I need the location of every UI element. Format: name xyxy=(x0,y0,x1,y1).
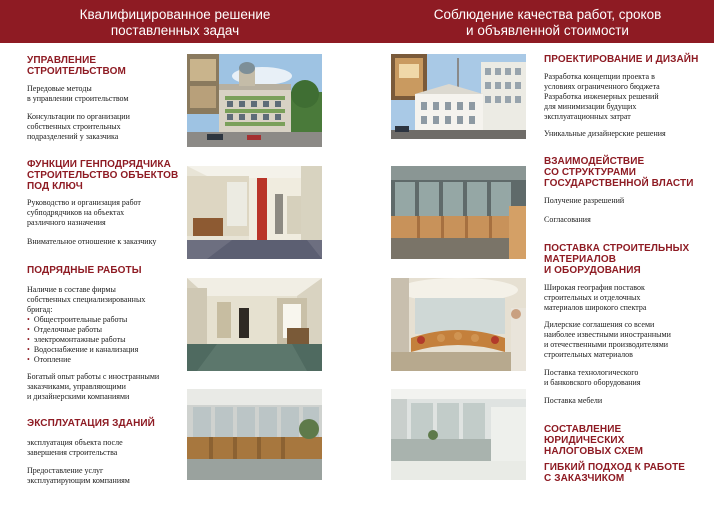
service-counter-photo xyxy=(187,389,322,480)
section-title-building-operation: ЭКСПЛУАТАЦИЯ ЗДАНИЙ xyxy=(27,418,155,429)
paragraph: Поставка технологического и банковского оборудования xyxy=(544,368,641,387)
bank-hall-photo xyxy=(391,389,526,480)
paragraph: Наличие в составе фирмы собственных специализированных бригад: xyxy=(27,285,146,314)
bullet-list xyxy=(27,315,138,365)
office-corridor-photo xyxy=(187,166,322,259)
list-item: • Общестроительные работы xyxy=(27,315,138,325)
paragraph: Уникальные дизайнерские решения xyxy=(544,129,666,138)
list-item: • Отопление xyxy=(27,355,138,365)
paragraph: Получение разрешений xyxy=(544,196,625,205)
paragraph: Внимательное отношение к заказчику xyxy=(27,237,157,246)
paragraph: Согласования xyxy=(544,215,591,224)
paragraph: Разработка концепции проекта в условиях ограниченного бюджета Разработка инженерных решений для минимизации будущих эксплуатационных затрат xyxy=(544,72,660,121)
section-title-government: ВЗАИМОДЕЙСТВИЕ СО СТРУКТУРАМИ ГОСУДАРСТВЕННОЙ ВЛАСТИ xyxy=(544,156,694,189)
paragraph: Богатый опыт работы с иностранными заказчиками, управляющими и дизайнерскими компаниями xyxy=(27,372,160,401)
paragraph: эксплуатация объекта после завершения строительства xyxy=(27,438,123,457)
office-hall-photo xyxy=(187,278,322,371)
section-title-general-contractor: ФУНКЦИИ ГЕНПОДРЯДЧИКА СТРОИТЕЛЬСТВО ОБЪЕКТОВ ПОД КЛЮЧ xyxy=(27,159,179,192)
building-exterior-photo xyxy=(391,54,526,139)
right-header: Соблюдение качества работ, сроков и объявленной стоимости xyxy=(433,7,662,38)
left-header: Квалифицированное решение поставленных задач xyxy=(79,7,271,38)
cafe-interior-photo xyxy=(391,278,526,371)
list-item: • электромонтажные работы xyxy=(27,335,138,345)
paragraph: Поставка мебели xyxy=(544,396,603,405)
paragraph: Предоставление услуг эксплуатирующим компаниям xyxy=(27,466,130,485)
building-photo xyxy=(187,54,322,147)
list-item: • Водоснабжение и канализация xyxy=(27,345,138,355)
paragraph: Консультации по организации собственных строительных подразделений у заказчика xyxy=(27,112,130,141)
section-title-construction-management: УПРАВЛЕНИЕ СТРОИТЕЛЬСТВОМ xyxy=(27,55,126,77)
paragraph: Руководство и организация работ субподрядчиков на объектах различного назначения xyxy=(27,198,141,227)
section-title-contract-works: ПОДРЯДНЫЕ РАБОТЫ xyxy=(27,265,142,276)
paragraph: Широкая география поставок строительных и отделочных материалов широкого спектра xyxy=(544,283,647,312)
glass-counters-photo xyxy=(391,166,526,259)
section-title-legal-tax: СОСТАВЛЕНИЕ ЮРИДИЧЕСКИХ НАЛОГОВЫХ СХЕМ xyxy=(544,424,644,457)
list-item: • Отделочные работы xyxy=(27,325,138,335)
section-title-flexible-approach: ГИБКИЙ ПОДХОД К РАБОТЕ С ЗАКАЗЧИКОМ xyxy=(544,462,686,484)
section-title-design: ПРОЕКТИРОВАНИЕ И ДИЗАЙН xyxy=(544,54,699,65)
paragraph: Передовые методы в управлении строительством xyxy=(27,84,129,103)
paragraph: Дилерские соглашения со всеми наиболее известными иностранными и отечественными производителями строительных материалов xyxy=(544,320,671,359)
section-title-supply: ПОСТАВКА СТРОИТЕЛЬНЫХ МАТЕРИАЛОВ И ОБОРУДОВАНИЯ xyxy=(544,243,690,276)
